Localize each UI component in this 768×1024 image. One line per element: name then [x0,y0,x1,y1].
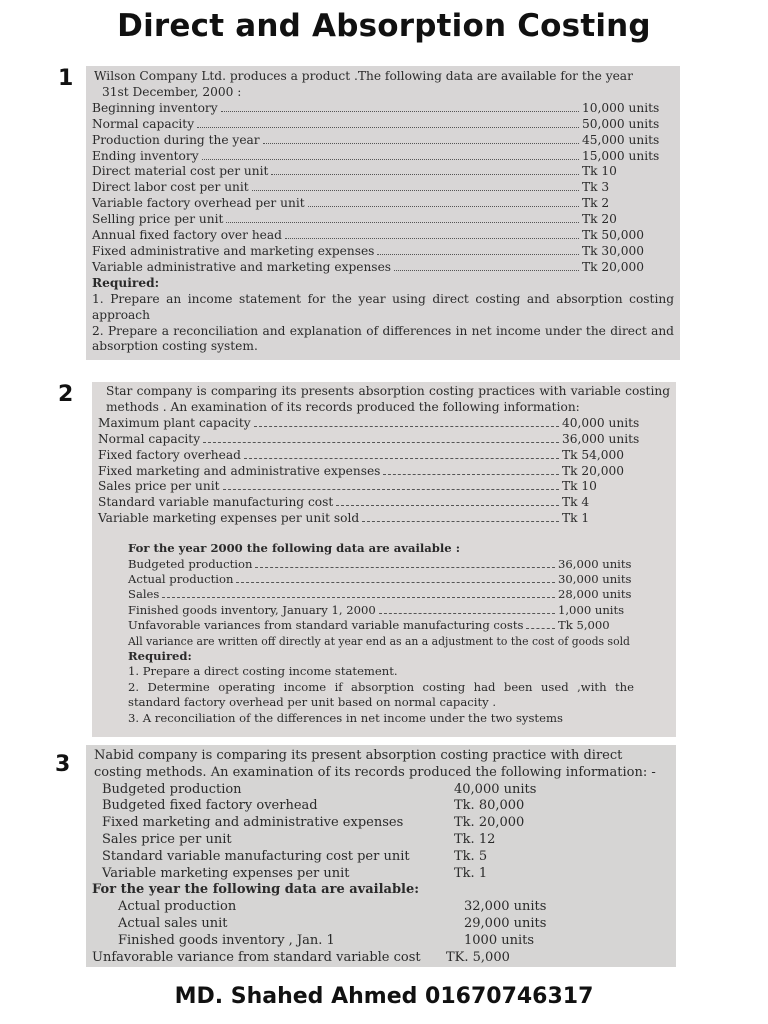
q1-intro-line2: 31st December, 2000 : [102,84,242,99]
q2-required-1: 1. Prepare a direct costing income statement. [128,664,398,679]
data-label: Variable administrative and marketing expenses [92,259,392,274]
data-label: Beginning inventory [92,100,218,115]
data-value: Tk 5,000 [558,618,610,633]
data-value: Tk 4 [562,495,590,510]
leader-line [308,197,579,207]
data-label: Variable marketing expenses per unit sold [98,511,360,526]
q3-data-list [92,782,670,883]
data-row [92,815,670,832]
q3-intro: Nabid company is comparing its present absorption costing practice with direct costing methods. An examination of its records produced the following information: - [94,748,656,780]
data-row [128,572,634,587]
question-2-card [92,382,676,737]
data-row [92,196,674,212]
leader-line [244,449,559,459]
data-value: 50,000 units [582,116,660,131]
data-value: Tk 20,000 [562,463,625,478]
q2-data-list [98,416,670,527]
data-label: Budgeted fixed factory overhead [102,798,318,814]
data-row [98,511,670,527]
data-label: Fixed administrative and marketing expenses [92,243,375,258]
leader-line [221,102,579,112]
question-1-card [86,66,680,360]
data-label: Sales price per unit [102,831,232,847]
data-label: Actual sales unit [118,915,228,931]
q2-required-3: 3. A reconciliation of the differences in net income under the two systems [128,710,563,725]
leader-line [254,417,559,427]
data-row [92,212,674,228]
data-row [92,101,674,117]
data-value: Tk 1 [562,511,590,526]
question-number-3: 3 [55,752,71,777]
data-label: Standard variable manufacturing cost [98,495,334,510]
data-label: Actual production [128,571,234,586]
data-value: Tk 10 [562,479,597,494]
q2-year-data-list [128,557,634,634]
data-row [98,479,670,495]
data-label: Budgeted production [102,781,242,797]
data-label: Budgeted production [128,556,253,571]
leader-line [252,181,579,191]
leader-line [377,245,579,255]
data-value: Tk 3 [582,180,610,195]
data-value: 30,000 units [558,571,632,586]
data-value: Tk. 80,000 [454,798,525,814]
data-row [92,133,674,149]
data-row [92,866,670,883]
data-value: Tk. 1 [454,865,488,881]
data-value: 29,000 units [464,915,547,931]
data-row [98,416,670,432]
data-row [92,260,674,276]
data-row [92,180,674,196]
q2-required-2: 2. Determine operating income if absorption costing had been used ,with the standard factory overhead per unit based on normal capacity . [128,679,634,710]
leader-line [236,573,555,583]
q2-intro: Star company is comparing its presents absorption costing practices with variable costing methods . An examination of its records produced the following information: [106,384,670,414]
data-value: Tk 54,000 [562,447,625,462]
data-label: Direct material cost per unit [92,164,269,179]
data-row [92,149,674,165]
data-row [128,618,634,633]
leader-line [197,118,579,128]
q2-required-label: Required: [128,649,192,663]
question-number-2: 2 [58,382,74,407]
data-label: Ending inventory [92,148,199,163]
q3-last-item [92,950,670,967]
data-value: Tk 50,000 [582,228,645,243]
data-label: Variable marketing expenses per unit [102,865,350,881]
data-label: Selling price per unit [92,212,224,227]
data-value: 1,000 units [558,602,625,617]
data-label: Fixed marketing and administrative expenses [102,815,404,831]
data-row [98,432,670,448]
data-value: Tk. 5 [454,848,488,864]
leader-line [226,213,579,223]
data-value: Tk 2 [582,196,610,211]
leader-line [383,465,559,475]
data-value: Tk 30,000 [582,243,645,258]
data-label: Sales price per unit [98,479,220,494]
data-label: Standard variable manufacturing cost per unit [102,848,410,864]
data-value: 15,000 units [582,148,660,163]
leader-line [336,496,559,506]
data-row [92,798,670,815]
data-value: 10,000 units [582,100,660,115]
leader-line [223,480,559,490]
data-label: Finished goods inventory , Jan. 1 [118,932,335,948]
leader-line [394,261,579,271]
leader-line [255,558,555,568]
q1-required-1: 1. Prepare an income statement for the year using direct costing and absorption costing approach [92,291,674,322]
leader-line [379,604,555,614]
data-row [92,899,670,916]
data-value: 1000 units [464,932,535,948]
data-value: 40,000 units [454,781,537,797]
page-title: Direct and Absorption Costing [117,8,651,44]
leader-line [285,229,579,239]
data-value: 36,000 units [562,431,640,446]
data-label: Normal capacity [92,116,195,131]
data-label: Production during the year [92,132,260,147]
q3-year-data-list [92,899,670,949]
data-row [92,916,670,933]
q2-year-section [98,541,670,726]
data-row [92,782,670,799]
data-row [128,587,634,602]
leader-line [362,512,559,522]
leader-line [271,165,579,175]
leader-line [162,588,555,598]
q1-required-2: 2. Prepare a reconciliation and explanation of differences in net income under the direct and absorption costing system. [92,323,674,354]
data-row [92,244,674,260]
q1-data-list [92,101,674,276]
data-label: Unfavorable variance from standard variable cost [92,949,421,965]
question-3-card [86,745,676,967]
data-label: Direct labor cost per unit [92,180,249,195]
data-value: Tk. 20,000 [454,815,525,831]
leader-line [203,433,559,443]
data-label: Actual production [118,899,237,915]
data-row [98,495,670,511]
q2-note: All variance are written off directly at year end as an a adjustment to the cost of goods sold [128,634,630,648]
data-label: Variable factory overhead per unit [92,196,305,211]
data-value: 32,000 units [464,899,547,915]
data-row [92,228,674,244]
data-value: 36,000 units [558,556,632,571]
data-row [92,933,670,950]
author-footer: MD. Shahed Ahmed 01670746317 [174,984,594,1009]
data-value: Tk 20,000 [582,259,645,274]
data-row [92,849,670,866]
data-value: Tk. 12 [454,831,496,847]
data-row [92,164,674,180]
data-value: 28,000 units [558,587,632,602]
data-row [128,603,634,618]
data-value: 40,000 units [562,415,640,430]
question-number-1: 1 [58,66,74,91]
data-value: Tk 20 [582,212,617,227]
data-row [92,832,670,849]
data-label: Finished goods inventory, January 1, 2000 [128,602,376,617]
data-value: TK. 5,000 [446,949,510,965]
q3-sub-heading: For the year the following data are available: [92,882,420,898]
leader-line [263,134,579,144]
q1-required-label: Required: [92,275,160,290]
data-value: 45,000 units [582,132,660,147]
data-label: Normal capacity [98,431,201,446]
q2-sub-heading: For the year 2000 the following data are available : [128,541,461,556]
data-row [92,117,674,133]
data-label: Sales [128,587,160,602]
leader-line [202,150,579,160]
data-row [128,557,634,572]
data-label: Fixed factory overhead [98,447,241,462]
data-value: Tk 10 [582,164,617,179]
data-label: Maximum plant capacity [98,415,251,430]
leader-line [526,619,555,629]
q1-intro-line1: Wilson Company Ltd. produces a product .The following data are available for the year [94,69,633,83]
data-label: Unfavorable variances from standard variable manufacturing costs [128,618,524,633]
data-row [98,448,670,464]
data-label: Fixed marketing and administrative expenses [98,463,381,478]
data-label: Annual fixed factory over head [92,228,282,243]
data-row [98,464,670,480]
